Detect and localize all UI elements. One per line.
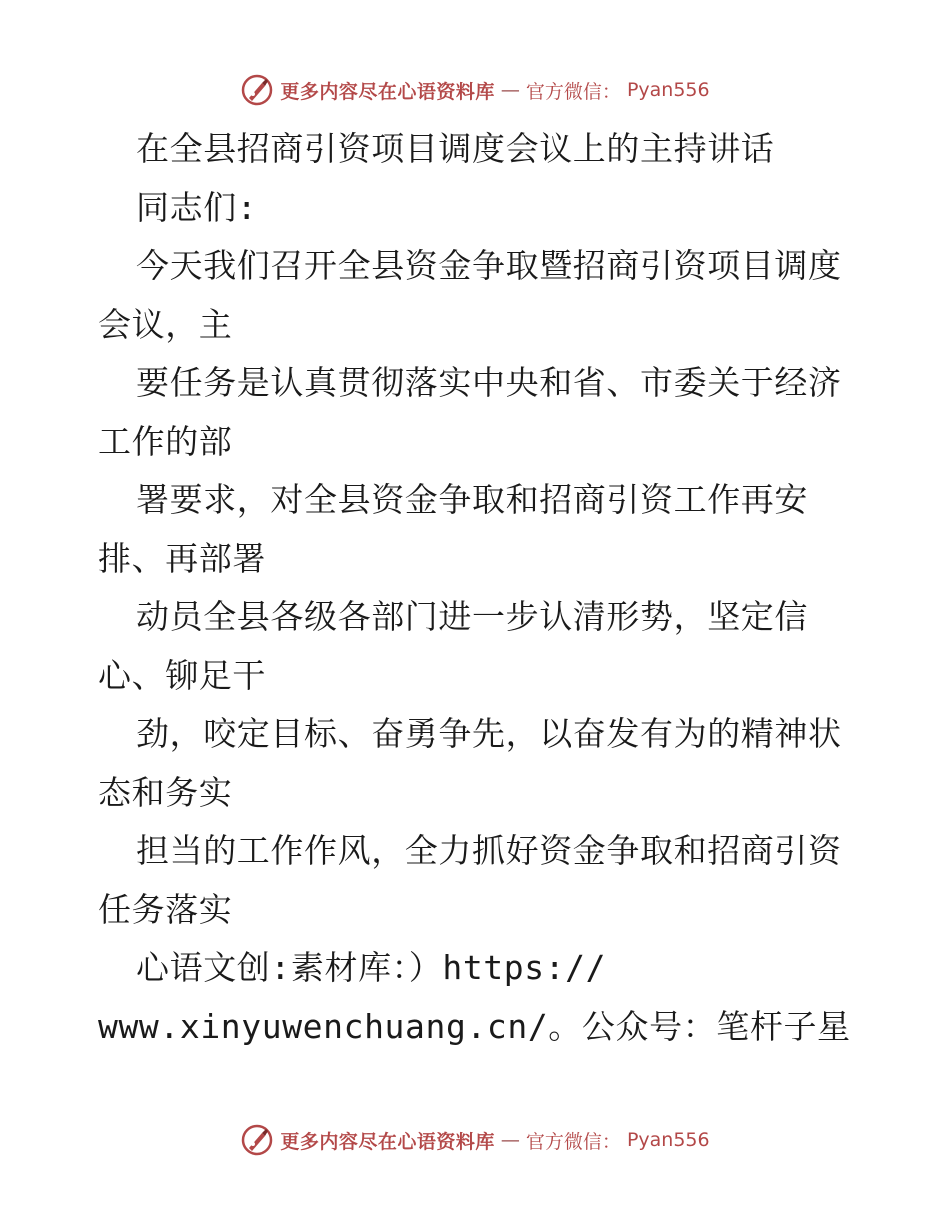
- paragraph-line: 心、铆足干: [98, 655, 266, 695]
- watermark-separator: —: [500, 79, 520, 101]
- paragraph-line: 工作的部: [98, 421, 233, 461]
- watermark-wechat-id: Pyan556: [626, 79, 710, 101]
- paragraph-line: 排、再部署: [98, 538, 266, 578]
- footer-watermark: [0, 1120, 950, 1160]
- paragraph-line: 会议，主: [98, 304, 233, 344]
- watermark-wechat-label: 官方微信：: [525, 80, 621, 103]
- watermark-wechat-id: Pyan556: [626, 1129, 710, 1151]
- paragraph-line: 担当的工作作风，全力抓好资金争取和招商引资: [136, 831, 842, 870]
- watermark-text: 更多内容尽在心语资料库: [280, 1130, 495, 1153]
- paragraph-line: 署要求，对全县资金争取和招商引资工作再安: [136, 480, 808, 519]
- paragraph-line: 态和务实: [98, 772, 233, 812]
- salutation: 同志们:: [136, 187, 258, 227]
- paragraph-line: 任务落实: [98, 889, 233, 929]
- watermark-separator: —: [500, 1129, 520, 1151]
- document-title: 在全县招商引资项目调度会议上的主持讲话: [136, 129, 775, 168]
- paragraph-line: 动员全县各级各部门进一步认清形势，坚定信: [136, 597, 808, 636]
- source-url-line: www.xinyuwenchuang.cn/。公众号：笔杆子星: [98, 1006, 851, 1046]
- document-body: [98, 120, 858, 1056]
- pen-logo-icon: [240, 73, 274, 107]
- watermark-wechat-label: 官方微信：: [525, 1130, 621, 1153]
- source-line: 心语文创:素材库：）https://: [136, 948, 607, 987]
- paragraph-line: 劲，咬定目标、奋勇争先，以奋发有为的精神状: [136, 714, 842, 753]
- header-watermark: [0, 70, 950, 110]
- paragraph-line: 今天我们召开全县资金争取暨招商引资项目调度: [136, 246, 842, 285]
- watermark-text: 更多内容尽在心语资料库: [280, 80, 495, 103]
- paragraph-line: 要任务是认真贯彻落实中央和省、市委关于经济: [136, 363, 842, 402]
- pen-logo-icon: [240, 1123, 274, 1157]
